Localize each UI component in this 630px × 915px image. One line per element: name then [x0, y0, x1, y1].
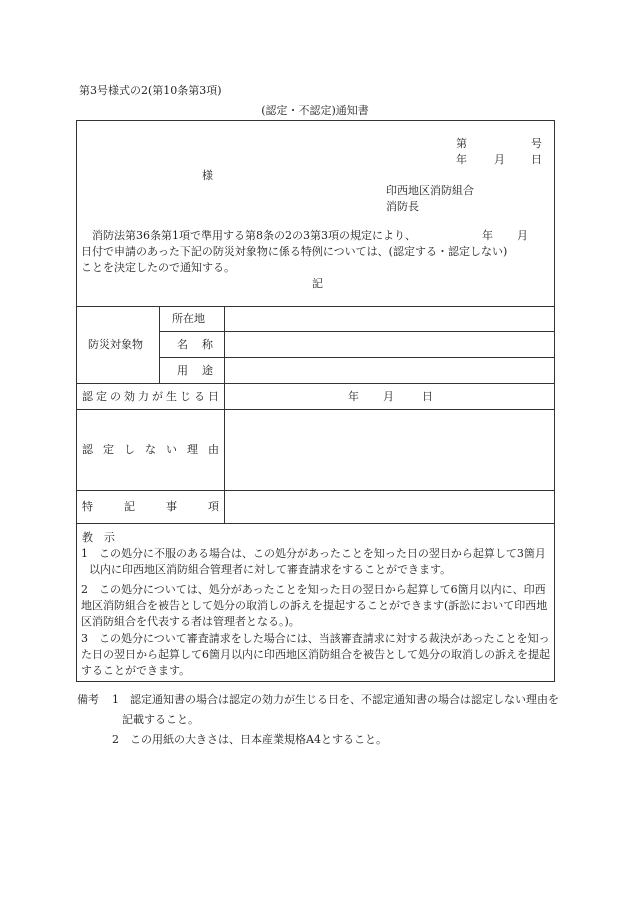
paragraph-month: 月 [517, 229, 528, 242]
remarks-label: 備考 [77, 693, 99, 706]
form-number: 第3号様式の2(第10条第3項) [79, 84, 222, 97]
instruction-item-1: 1 この処分に不服のある場合は、この処分があったことを知った日の翌日から起算して3箇月以内に印西地区消防組合管理者に対して審査請求をすることができます。 [81, 547, 546, 576]
addressee-sama: 様 [202, 169, 213, 182]
instruction-title: 教 示 [82, 531, 115, 544]
effective-date-label: 認 定 の 効 力 が 生 じ る 日 [82, 390, 219, 403]
effective-day: 日 [422, 390, 433, 403]
special-notes-label: 特 記 事 項 [82, 500, 219, 513]
use-label-b: 途 [202, 364, 213, 377]
ki-mark: 記 [312, 277, 323, 290]
location-label: 所在地 [172, 312, 205, 325]
paragraph-year: 年 [482, 229, 493, 242]
non-approval-reason-label: 認 定 し な い 理 由 [82, 443, 219, 456]
number-dai: 第 [456, 137, 467, 150]
form-frame [76, 120, 555, 682]
name-label-b: 称 [202, 338, 213, 351]
column-divider [224, 306, 225, 523]
issuer-title: 消防長 [386, 200, 419, 213]
issuer-organization: 印西地区消防組合 [386, 184, 474, 197]
date-year: 年 [456, 153, 467, 166]
row-divider [159, 357, 554, 358]
effective-year: 年 [348, 390, 359, 403]
document-title: (認定・不認定)通知書 [261, 104, 369, 117]
remark-item-1: 1 認定通知書の場合は認定の効力が生じる日を、不認定通知書の場合は認定しない理由を記載すること。 [112, 693, 559, 726]
instruction-item-2: 2 この処分については、処分があったことを知った日の翌日から起算して6箇月以内に、印西地区消防組合を被告として処分の取消しの訴えを提起することができます(訴訟において印西地区消防組合を代表する者は管理者となる。)。 [81, 583, 548, 628]
column-divider [159, 306, 160, 383]
number-gou: 号 [531, 137, 542, 150]
row-divider [77, 383, 554, 384]
row-divider [159, 331, 554, 332]
row-divider [77, 409, 554, 410]
use-label-a: 用 [177, 364, 188, 377]
date-day: 日 [531, 153, 542, 166]
notice-paragraph [81, 228, 551, 276]
row-divider [77, 306, 554, 307]
paragraph-line-3: ことを決定したので通知する。 [81, 261, 235, 274]
paragraph-line-2: 日付で申請のあった下記の防災対象物に係る特例については、(認定する・認定しない) [81, 245, 508, 258]
date-month: 月 [494, 153, 505, 166]
row-divider [77, 523, 554, 524]
row-divider [77, 490, 554, 491]
paragraph-line-1: 消防法第36条第1項で準用する第8条の2の3第3項の規定により、 [92, 229, 416, 242]
effective-month: 月 [383, 390, 394, 403]
name-label-a: 名 [177, 338, 188, 351]
instruction-item-3: 3 この処分について審査請求をした場合には、当該審査請求に対する裁決があったことを知った日の翌日から起算して6箇月以内に印西地区消防組合を被告として処分の取消しの訴えを提起することができます。 [81, 632, 550, 677]
disaster-object-label: 防災対象物 [88, 338, 143, 351]
remark-item-2: 2 この用紙の大きさは、日本産業規格A4とすること。 [112, 733, 387, 746]
